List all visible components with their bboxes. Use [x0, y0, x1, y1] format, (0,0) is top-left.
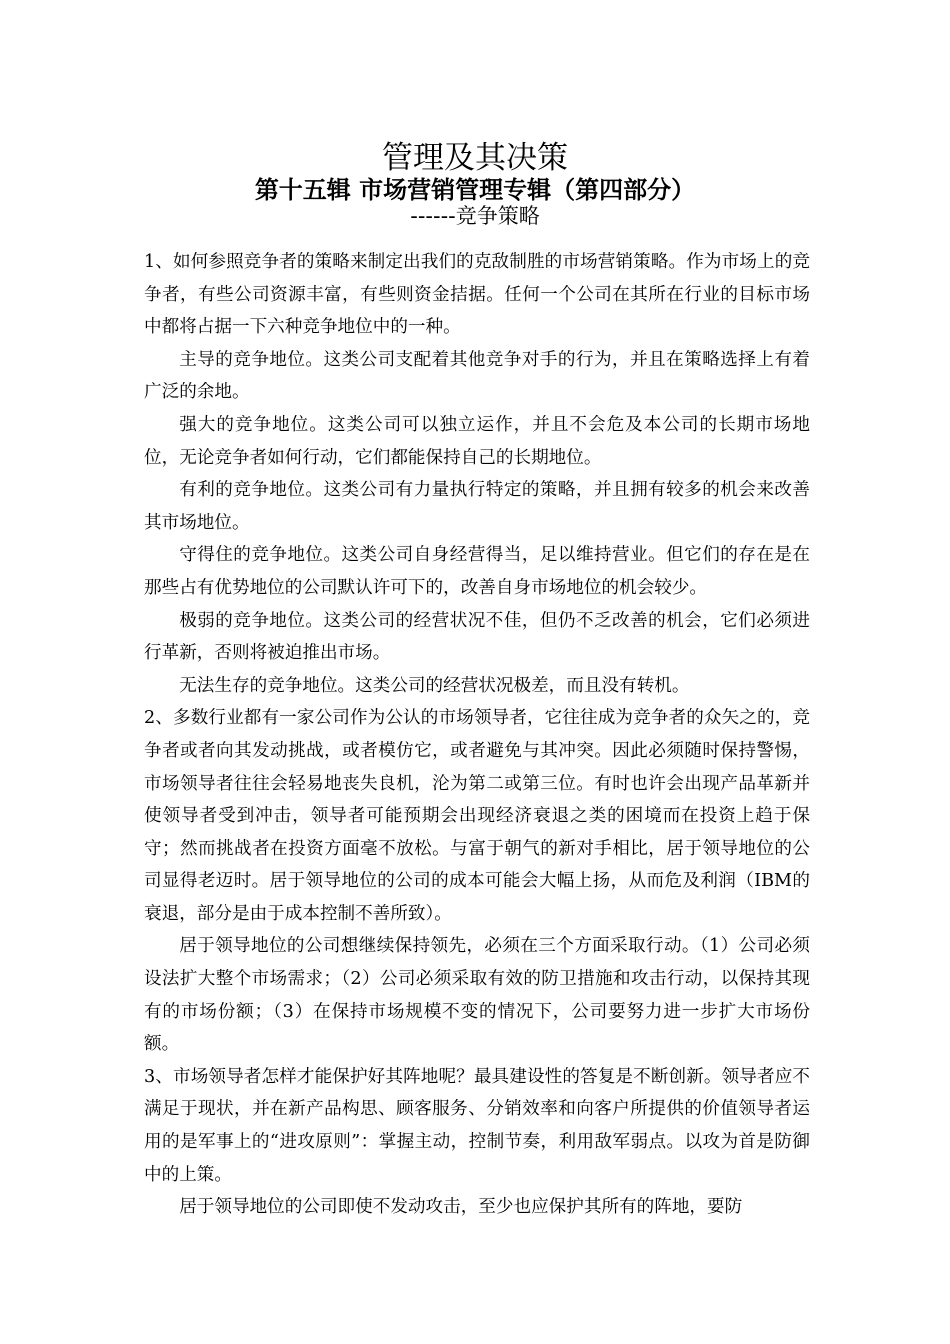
paragraph: 强大的竞争地位。这类公司可以独立运作，并且不会危及本公司的长期市场地位，无论竞争者如何行动，它们都能保持自己的长期地位。	[144, 414, 810, 468]
paragraph: 守得住的竞争地位。这类公司自身经营得当，足以维持营业。但它们的存在是在那些占有优势地位的公司默认许可下的，改善自身市场地位的机会较少。	[144, 545, 810, 598]
paragraph: 2、多数行业都有一家公司作为公认的市场领导者，它往往成为竞争者的众矢之的，竞争者或者向其发动挑战，或者模仿它，或者避免与其冲突。因此必须随时保持警惕，市场领导者往往会轻易地丧失良机，沦为第二或第三位。有时也许会出现产品革新并使领导者受到冲击，领导者可能预期会出现经济衰退之类的困境而在投资上趋于保守；然而挑战者在投资方面毫不放松。与富于朝气的新对手相比，居于领导地位的公司显得老迈时。居于领导地位的公司的成本可能会大幅上扬，从而危及利润（IBM的衰退，部分是由于成本控制不善所致）。	[144, 708, 810, 924]
paragraph: 1、如何参照竞争者的策略来制定出我们的克敌制胜的市场营销策略。作为市场上的竞争者，有些公司资源丰富，有些则资金拮据。任何一个公司在其所在行业的目标市场中都将占据一下六种竞争地位中的一种。	[144, 252, 810, 338]
paragraph: 有利的竞争地位。这类公司有力量执行特定的策略，并且拥有较多的机会来改善其市场地位。	[144, 480, 810, 533]
paragraph: 主导的竞争地位。这类公司支配着其他竞争对手的行为，并且在策略选择上有着广泛的余地。	[144, 349, 810, 403]
paragraph: 极弱的竞争地位。这类公司的经营状况不佳，但仍不乏改善的机会，它们必须进行革新，否则将被迫推出市场。	[144, 610, 810, 664]
document-subtitle: 第十五辑 市场营销管理专辑（第四部分）	[254, 176, 696, 204]
document-body	[144, 246, 810, 1224]
paragraph: 3、市场领导者怎样才能保护好其阵地呢？最具建设性的答复是不断创新。领导者应不满足于现状，并在新产品构思、顾客服务、分销效率和向客户所提供的价值领导者运用的是军事上的“进攻原则”：掌握主动，控制节奏，利用敌军弱点。以攻为首是防御中的上策。	[144, 1066, 810, 1185]
paragraph: 居于领导地位的公司即使不发动攻击，至少也应保护其所有的阵地，要防	[179, 1197, 743, 1218]
document-section-title: ------竞争策略	[410, 204, 540, 228]
paragraph: 居于领导地位的公司想继续保持领先，必须在三个方面采取行动。（1）公司必须设法扩大整个市场需求；（2）公司必须采取有效的防卫措施和攻击行动，以保持其现有的市场份额；（3）在保持市场规模不变的情况下，公司要努力进一步扩大市场份额。	[144, 936, 810, 1055]
paragraph: 无法生存的竞争地位。这类公司的经营状况极差，而且没有转机。	[179, 675, 690, 696]
document-title: 管理及其决策	[382, 140, 568, 176]
